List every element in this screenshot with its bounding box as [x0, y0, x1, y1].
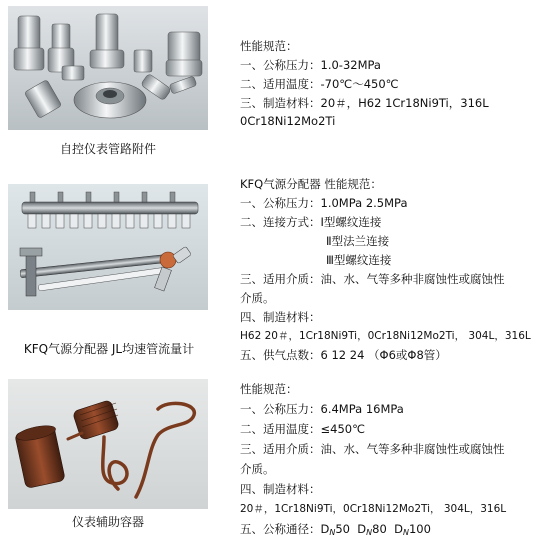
fittings-caption: 自控仪表管路附件: [59, 142, 156, 156]
spec-heading: 性能规范：: [240, 39, 298, 53]
spec-line: 四、制造材料：: [240, 310, 321, 324]
spec-line: 三、制造材料：20＃，H62 1Cr18Ni9Ti，316L: [240, 96, 489, 110]
spec-line: 20＃，1Cr18Ni9Ti，0Cr18Ni12Mo2Ti， 304L，316L: [240, 503, 507, 515]
vessels-photo: [8, 379, 208, 509]
spec-line: 二、连接方式：Ⅰ型螺纹连接: [240, 215, 382, 229]
spec-line: 五、供气点数：6 12 24 （Φ6或Φ8管）: [240, 348, 447, 362]
vessels-caption: 仪表辅助容器: [71, 515, 144, 529]
spec-line: Ⅲ型螺纹连接: [326, 253, 392, 267]
spec-line: 介质。: [240, 291, 275, 305]
distributor-caption: KFQ气源分配器 JL均速管流量计: [23, 342, 195, 356]
spec-heading: KFQ气源分配器 性能规范：: [240, 177, 382, 191]
dn-label: 五、公称通径：: [240, 522, 321, 536]
distributor-photo: [8, 184, 208, 310]
spec-line: 三、适用介质：油、水、气等多种非腐蚀性或腐蚀性: [240, 272, 505, 286]
spec-line: Ⅱ型法兰连接: [326, 234, 390, 248]
spec-line: 二、适用温度：-70℃～450℃: [240, 77, 399, 91]
spec-line: 四、制造材料：: [240, 482, 321, 496]
spec-line-nominal-diameter: [240, 521, 431, 537]
dn-value: $D_N100$: [394, 522, 431, 537]
spec-line: 一、公称压力：1.0MPa 2.5MPa: [240, 196, 408, 210]
dn-value: $D_N50$: [320, 522, 350, 537]
spec-line: 介质。: [240, 462, 275, 476]
spec-line: 0Cr18Ni12Mo2Ti: [240, 114, 336, 128]
spec-line: H62 20＃，1Cr18Ni9Ti，0Cr18Ni12Mo2Ti， 304L，316L: [240, 330, 531, 342]
spec-line: 一、公称压力：1.0-32MPa: [240, 58, 381, 72]
dn-value: $D_N80$: [357, 522, 387, 537]
fittings-photo: [8, 6, 208, 130]
spec-line: 三、适用介质：油、水、气等多种非腐蚀性或腐蚀性: [240, 442, 505, 456]
spec-line: 一、公称压力：6.4MPa 16MPa: [240, 402, 404, 416]
spec-line: 二、适用温度：≤450℃: [240, 422, 365, 436]
spec-heading: 性能规范：: [240, 382, 298, 396]
